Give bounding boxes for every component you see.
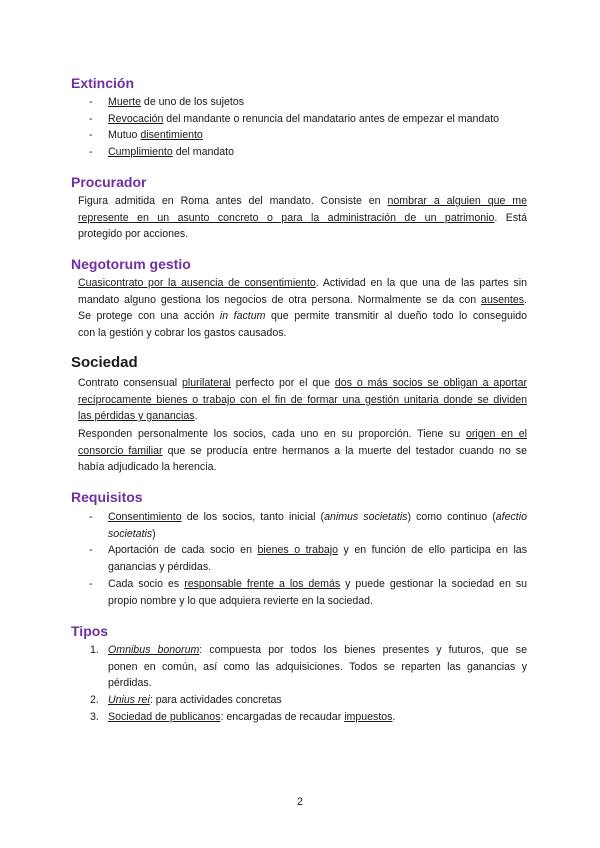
list-item-continuation: propio nombre y lo que adquiera revierte en la sociedad. xyxy=(108,595,374,607)
list-bullet: - xyxy=(89,113,93,125)
paragraph-line: Contrato consensual plurilateral perfecto por el que dos o más socios se obligan a aportar xyxy=(78,377,527,389)
list-item-continuation: ganancias y pérdidas. xyxy=(108,561,212,573)
list-bullet: - xyxy=(89,578,93,590)
list-item: Omnibus bonorum: compuesta por todos los bienes presentes y futuros, que se xyxy=(108,644,527,656)
list-item-continuation: ponen en común, así como las adquisiciones. Todos se reparten las ganancias y xyxy=(108,661,527,673)
paragraph-line: recíprocamente bienes o trabajo con el fin de formar una gestión unitaria donde se dividen xyxy=(78,394,527,406)
list-item: Unius rei: para actividades concretas xyxy=(108,694,282,706)
list-item-continuation: societatis) xyxy=(108,528,156,540)
list-number: 2. xyxy=(90,694,99,706)
paragraph-line: las pérdidas y ganancias. xyxy=(78,410,198,422)
page-number: 2 xyxy=(297,796,303,808)
list-bullet: - xyxy=(89,96,93,108)
list-bullet: - xyxy=(89,511,93,523)
list-item: Mutuo disentimiento xyxy=(108,129,203,141)
list-bullet: - xyxy=(89,146,93,158)
list-item: Revocación del mandante o renuncia del mandatario antes de empezar el mandato xyxy=(108,113,500,125)
list-item: Muerte de uno de los sujetos xyxy=(108,96,245,108)
list-number: 3. xyxy=(90,711,99,723)
list-item-continuation: pérdidas. xyxy=(108,677,152,689)
heading-negotorum-gestio: Negotorum gestio xyxy=(71,256,191,272)
list-item: Cumplimiento del mandato xyxy=(108,146,235,158)
list-item: Aportación de cada socio en bienes o trabajo y en función de ello participa en las xyxy=(108,544,527,556)
list-bullet: - xyxy=(89,129,93,141)
heading-extincion: Extinción xyxy=(71,75,135,91)
paragraph-line: represente en un asunto concreto o para la administración de un patrimonio. Está xyxy=(78,212,527,224)
paragraph-line: protegido por acciones. xyxy=(78,228,189,240)
paragraph-line: Figura admitida en Roma antes del mandato. Consiste en nombrar a alguien que me xyxy=(78,195,528,207)
heading-tipos: Tipos xyxy=(71,623,109,639)
list-item: Cada socio es responsable frente a los demás y puede gestionar la sociedad en su xyxy=(108,578,528,590)
paragraph-line: consorcio familiar que se producía entre hermanos a la muerte del testador cuando no se xyxy=(78,445,527,457)
list-bullet: - xyxy=(89,544,93,556)
heading-requisitos: Requisitos xyxy=(71,489,143,505)
paragraph-line: mandato alguno gestiona los negocios de otra persona. Normalmente se da con ausentes. xyxy=(78,294,527,306)
heading-procurador: Procurador xyxy=(71,174,147,190)
paragraph-line: con la gestión y cobrar los gastos causados. xyxy=(78,327,287,339)
paragraph-line: Se protege con una acción in factum que permite transmitir al dueño todo lo conseguido xyxy=(78,310,528,322)
paragraph-line: había adjudicado la herencia. xyxy=(78,461,217,473)
heading-sociedad: Sociedad xyxy=(71,354,138,371)
paragraph-line: Cuasicontrato por la ausencia de consentimiento. Actividad en la que una de las partes sin xyxy=(78,277,527,289)
paragraph-line: Responden personalmente los socios, cada uno en su proporción. Tiene su origen en el xyxy=(78,428,527,440)
list-item: Consentimiento de los socios, tanto inicial (animus societatis) como continuo (afectio xyxy=(108,511,527,523)
list-number: 1. xyxy=(90,644,99,656)
list-item: Sociedad de publicanos: encargadas de recaudar impuestos. xyxy=(108,711,396,723)
